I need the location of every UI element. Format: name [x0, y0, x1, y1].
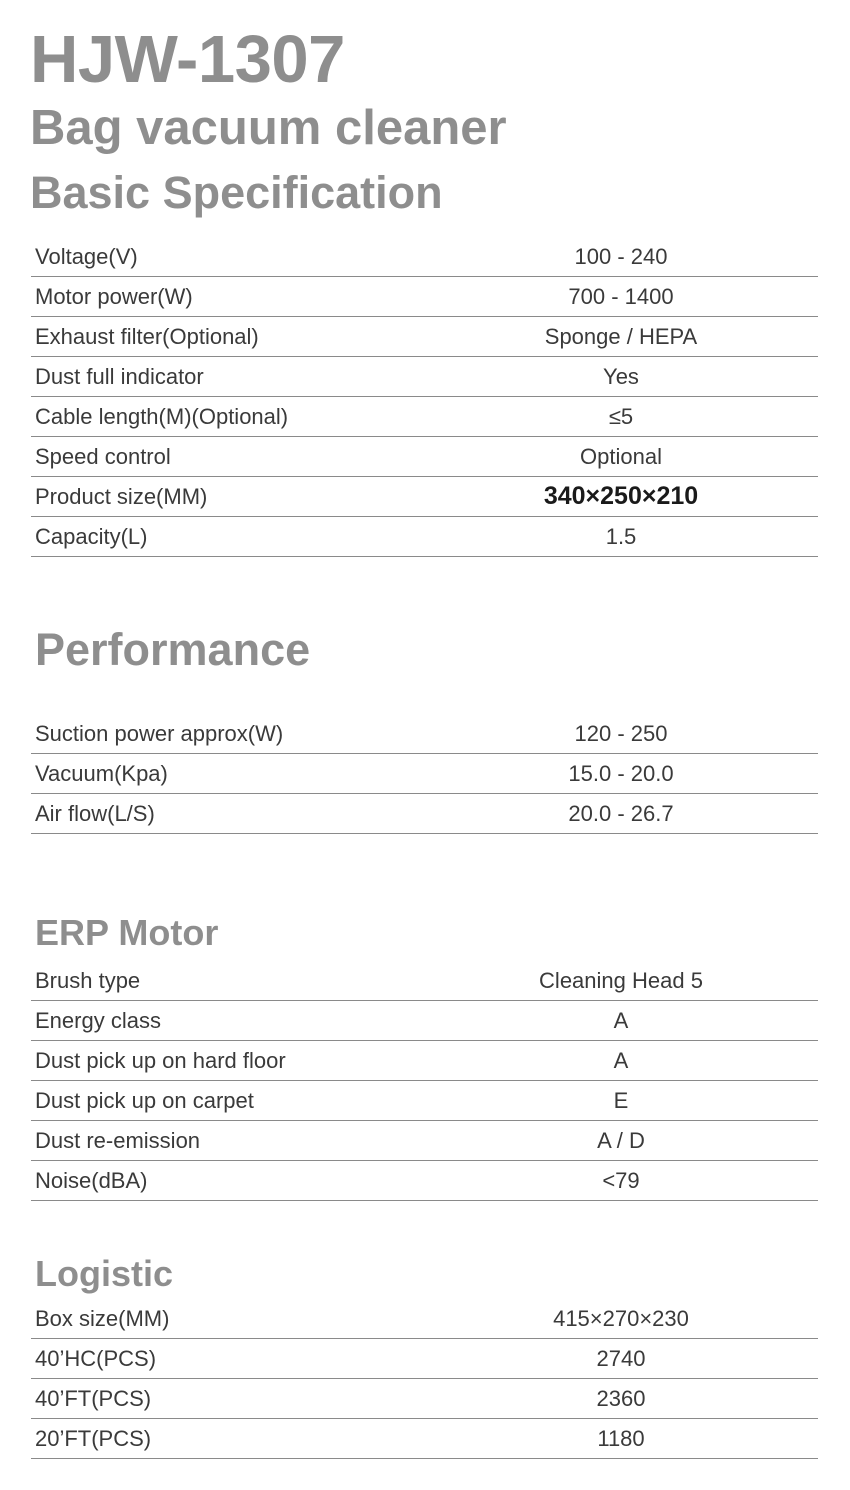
spec-value: 20.0 - 26.7 — [568, 801, 674, 826]
spec-value: 340×250×210 — [543, 482, 699, 510]
spec-row-box-size — [31, 1299, 818, 1339]
spec-value: 120 - 250 — [574, 721, 668, 746]
spec-value: 2740 — [596, 1346, 646, 1371]
spec-row-brush-type — [31, 961, 818, 1001]
spec-value: 700 - 1400 — [568, 284, 674, 309]
spec-row-vacuum — [31, 754, 818, 794]
spec-row-dust-pickup-hard-floor — [31, 1041, 818, 1081]
spec-label: Brush type — [35, 968, 141, 993]
product-name: Bag vacuum cleaner — [30, 101, 507, 155]
spec-row-product-size — [31, 477, 818, 517]
spec-label: Suction power approx(W) — [35, 721, 284, 746]
spec-label: Product size(MM) — [35, 484, 208, 509]
spec-label: Exhaust filter(Optional) — [35, 324, 259, 349]
spec-label: Dust pick up on carpet — [35, 1088, 254, 1113]
spec-row-cable-length — [31, 397, 818, 437]
section-title-basic-specification: Basic Specification — [30, 167, 443, 218]
spec-label: 20’FT(PCS) — [35, 1426, 152, 1451]
spec-value: A — [613, 1008, 629, 1033]
model-number: HJW-1307 — [30, 22, 345, 97]
spec-row-noise — [31, 1161, 818, 1201]
section-title-performance: Performance — [35, 624, 311, 675]
spec-label: Dust re-emission — [35, 1128, 201, 1153]
erp-motor-table — [31, 961, 818, 1201]
spec-value: 1.5 — [605, 524, 637, 549]
spec-row-energy-class — [31, 1001, 818, 1041]
section-title-logistic: Logistic — [35, 1253, 174, 1294]
spec-value: ≤5 — [608, 404, 634, 429]
logistic-table — [31, 1299, 818, 1459]
spec-row-40hc — [31, 1339, 818, 1379]
spec-row-voltage — [31, 237, 818, 277]
spec-value: 2360 — [596, 1386, 646, 1411]
spec-value: Cleaning Head 5 — [539, 968, 703, 993]
spec-value: Optional — [580, 444, 662, 469]
spec-value: <79 — [602, 1168, 640, 1193]
basic-specification-table — [31, 237, 818, 557]
spec-label: Cable length(M)(Optional) — [35, 404, 289, 429]
spec-row-air-flow — [31, 794, 818, 834]
spec-row-40ft — [31, 1379, 818, 1419]
spec-value: Yes — [603, 364, 639, 389]
spec-value: A — [613, 1048, 629, 1073]
spec-value: 1180 — [597, 1426, 645, 1451]
spec-value: E — [613, 1088, 629, 1113]
spec-row-dust-pickup-carpet — [31, 1081, 818, 1121]
spec-row-dust-full-indicator — [31, 357, 818, 397]
spec-label: Energy class — [35, 1008, 161, 1033]
spec-label: 40’HC(PCS) — [35, 1346, 157, 1371]
spec-row-20ft — [31, 1419, 818, 1459]
spec-label: Vacuum(Kpa) — [35, 761, 168, 786]
spec-value: Sponge / HEPA — [544, 324, 698, 349]
spec-row-capacity — [31, 517, 818, 557]
spec-row-speed-control — [31, 437, 818, 477]
spec-value: 100 - 240 — [574, 244, 668, 269]
spec-label: Speed control — [35, 444, 171, 469]
spec-label: Box size(MM) — [35, 1306, 170, 1331]
spec-label: Air flow(L/S) — [35, 801, 155, 826]
spec-row-exhaust-filter — [31, 317, 818, 357]
spec-label: Voltage(V) — [35, 244, 138, 269]
spec-value: A / D — [597, 1128, 645, 1153]
spec-label: 40’FT(PCS) — [35, 1386, 152, 1411]
spec-label: Capacity(L) — [35, 524, 148, 549]
spec-value: 15.0 - 20.0 — [568, 761, 674, 786]
spec-label: Dust pick up on hard floor — [35, 1048, 286, 1073]
spec-value: 415×270×230 — [553, 1306, 689, 1331]
spec-label: Dust full indicator — [35, 364, 204, 389]
performance-table — [31, 714, 818, 834]
spec-row-suction-power — [31, 714, 818, 754]
spec-row-dust-re-emission — [31, 1121, 818, 1161]
section-title-erp-motor: ERP Motor — [35, 912, 219, 953]
spec-label: Noise(dBA) — [35, 1168, 148, 1193]
spec-row-motor-power — [31, 277, 818, 317]
spec-label: Motor power(W) — [35, 284, 193, 309]
